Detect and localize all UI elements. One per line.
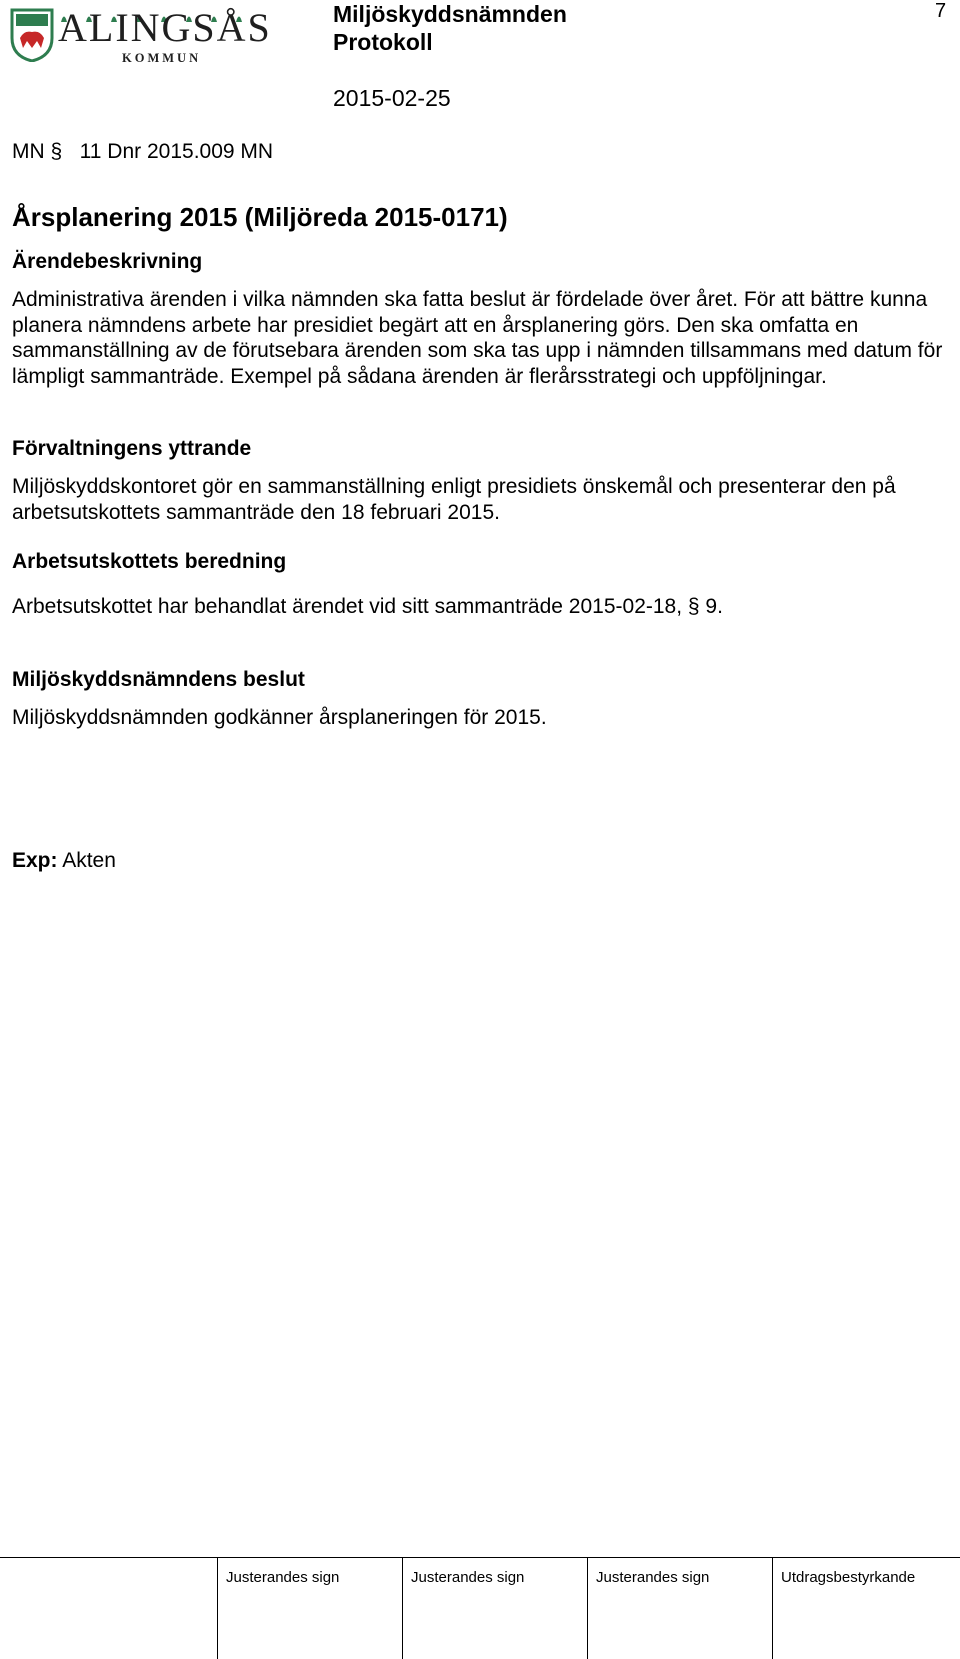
signature-box <box>402 1557 587 1659</box>
signature-box <box>217 1557 402 1659</box>
section-heading: Ärendebeskrivning <box>12 250 203 273</box>
committee-name: Miljöskyddsnämnden <box>333 1 567 27</box>
section-text: Miljöskyddskontoret gör en sammanställning enligt presidiets önskemål och presenterar den på arbetsutskottets sammanträde den 18 februari 2015. <box>12 475 896 524</box>
section-text: Arbetsutskottet har behandlat ärendet vid sitt sammanträde 2015-02-18, § 9. <box>12 595 723 618</box>
signature-box <box>587 1557 772 1659</box>
expedition <box>12 848 116 874</box>
logo-wordmark: ALINGSÅS <box>58 5 272 50</box>
municipality-logo <box>10 6 290 68</box>
page-number: 7 <box>935 0 947 22</box>
document-type: Protokoll <box>333 29 433 55</box>
page-title: Årsplanering 2015 (Miljöreda 2015-0171) <box>12 202 508 232</box>
signature-label: Justerandes sign <box>411 1569 525 1586</box>
section-heading: Förvaltningens yttrande <box>12 437 252 460</box>
section-heading: Arbetsutskottets beredning <box>12 550 287 573</box>
section-heading: Miljöskyddsnämndens beslut <box>12 668 305 691</box>
expedition-value: Akten <box>62 849 116 872</box>
case-reference: MN § 11 Dnr 2015.009 MN <box>12 140 274 163</box>
logo-subtitle: KOMMUN <box>122 51 202 65</box>
certification-label: Utdragsbestyrkande <box>781 1569 916 1586</box>
section-text: Administrativa ärenden i vilka nämnden ska fatta beslut är fördelade över året. För att bättre kunna planera nämndens arbete har presidiet begärt att en årsplanering görs. Den ska omfatta en sammanställning av de förutsebara ärenden som ska tas upp i nämnden tillsammans med datum för lämpligt sammanträde. Exempel på sådana ärenden är flerårsstrategi och uppföljningar. <box>12 288 943 388</box>
expedition-label: Exp: <box>12 849 58 872</box>
signature-label: Justerandes sign <box>596 1569 710 1586</box>
signature-label: Justerandes sign <box>226 1569 340 1586</box>
section-text: Miljöskyddsnämnden godkänner årsplaneringen för 2015. <box>12 706 547 729</box>
certification-box <box>772 1557 960 1659</box>
document-date: 2015-02-25 <box>333 85 451 111</box>
coat-of-arms-icon <box>10 8 54 62</box>
